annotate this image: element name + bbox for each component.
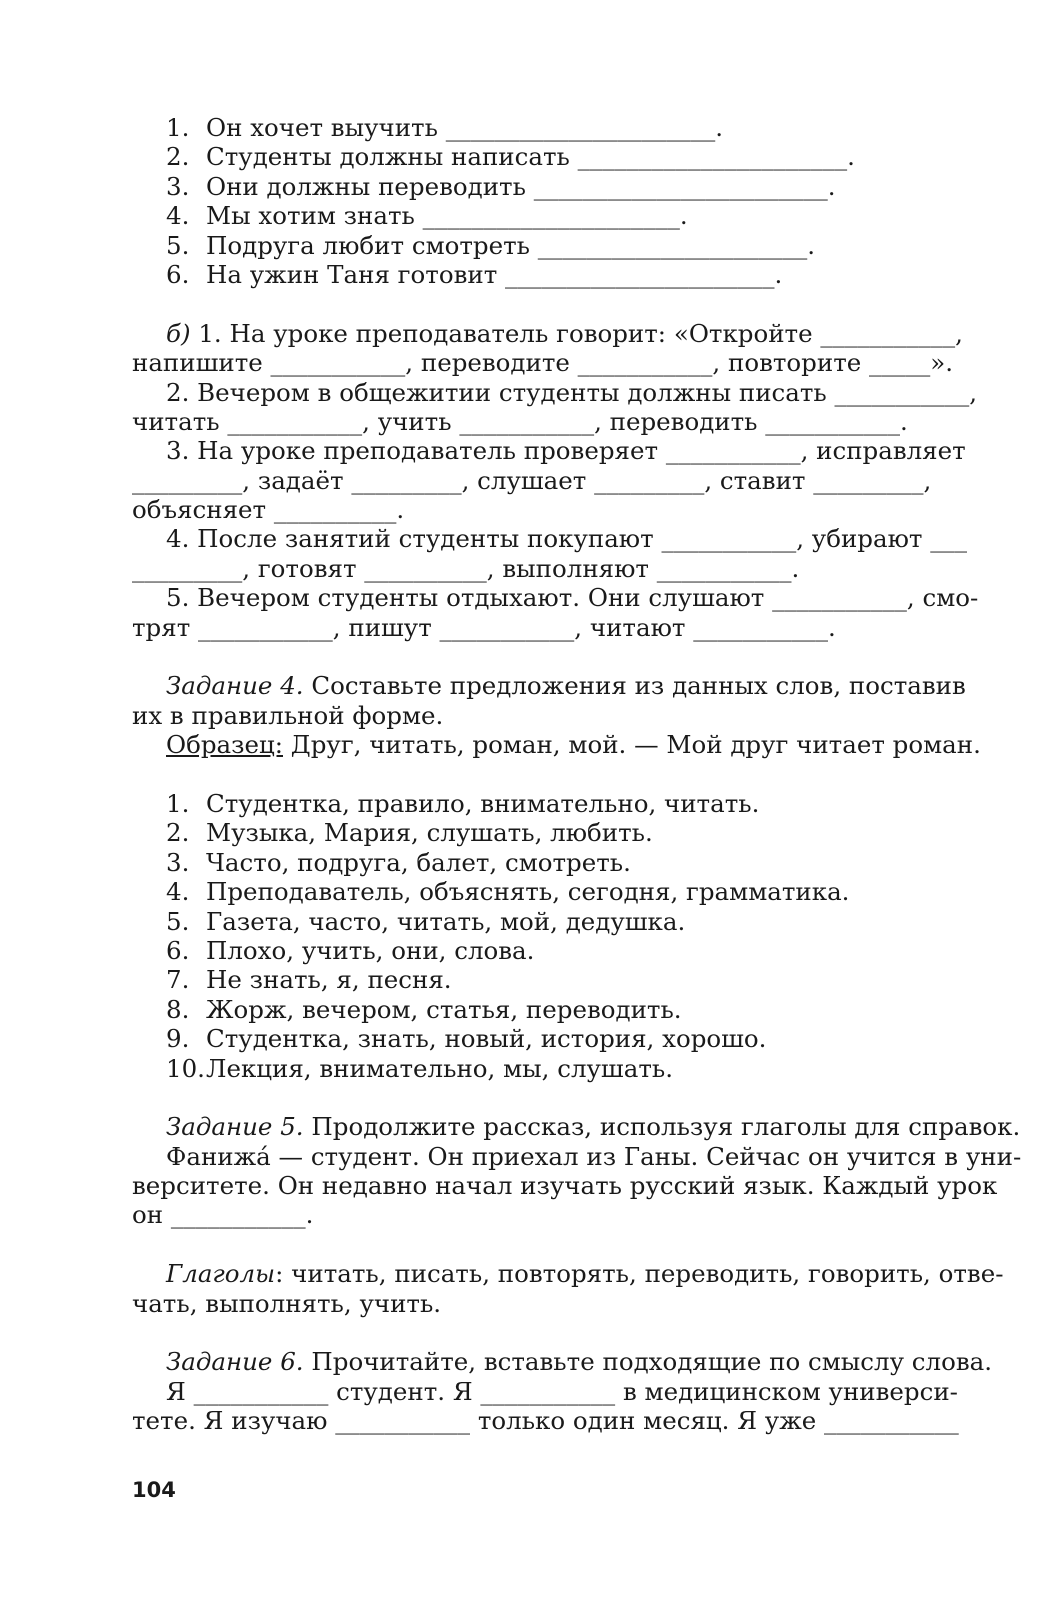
item-number: 5. — [166, 230, 190, 260]
item-number: 1. — [166, 788, 190, 818]
page-body — [132, 113, 1022, 1436]
sample-line — [132, 730, 981, 760]
paragraph-line: Фанижа́ — студент. Он приехал из Ганы. Сейчас он учится в уни- — [166, 1141, 1022, 1171]
item-number: 6. — [166, 259, 190, 289]
exercise-text: 1. На уроке преподаватель говорит: «Откройте ___________, — [198, 318, 963, 348]
task-instruction: Составьте предложения из данных слов, поставив — [311, 671, 966, 701]
list-item — [132, 1024, 914, 1053]
list-item — [132, 231, 914, 260]
list-item — [132, 818, 914, 847]
exercise-line: _________, задаёт _________, слушает _________, ставит _________, — [132, 465, 932, 495]
item-text: Преподаватель, объяснять, сегодня, грамматика. — [206, 877, 850, 907]
list-item — [132, 936, 914, 965]
sample-text: Друг, читать, роман, мой. — Мой друг читает роман. — [290, 730, 981, 760]
item-number: 5. — [166, 906, 190, 936]
item-number: 3. — [166, 171, 190, 201]
item-number: 8. — [166, 994, 190, 1024]
item-text: Музыка, Мария, слушать, любить. — [206, 818, 653, 848]
item-text: На ужин Таня готовит ______________________. — [206, 259, 783, 289]
exercise-line: 3. На уроке преподаватель проверяет ___________, исправляет — [166, 436, 966, 466]
task-instruction: Прочитайте, вставьте подходящие по смыслу слова. — [311, 1347, 993, 1377]
item-number: 2. — [166, 142, 190, 172]
list-item — [132, 995, 914, 1024]
task-heading — [132, 1112, 1021, 1142]
verbs-line: чать, выполнять, учить. — [132, 1288, 442, 1318]
task-instruction-cont: их в правильной форме. — [132, 700, 444, 730]
exercise-line: напишите ___________, переводите ___________, повторите _____». — [132, 348, 954, 378]
item-number: 2. — [166, 818, 190, 848]
item-text: Газета, часто, читать, мой, дедушка. — [206, 906, 686, 936]
item-text: Студентка, правило, внимательно, читать. — [206, 788, 760, 818]
paragraph-line: Я ___________ студент. Я ___________ в медицинском универси- — [166, 1376, 958, 1406]
item-text: Студентка, знать, новый, история, хорошо. — [206, 1024, 767, 1054]
item-text: Лекция, внимательно, мы, слушать. — [206, 1053, 673, 1083]
task-label: Задание 6. — [166, 1347, 304, 1377]
item-text: Они должны переводить ________________________. — [206, 171, 836, 201]
item-text: Плохо, учить, они, слова. — [206, 935, 535, 965]
list-item — [132, 201, 914, 230]
spacer — [132, 642, 914, 671]
verbs-text: : читать, писать, повторять, переводить, говорить, отве- — [275, 1259, 1004, 1289]
paragraph-line: верситете. Он недавно начал изучать русский язык. Каждый урок — [132, 1171, 998, 1201]
list-item — [132, 877, 914, 906]
verbs-line — [132, 1259, 1004, 1289]
task-heading — [132, 1347, 993, 1377]
list-item — [132, 965, 914, 994]
task-label: Задание 5. — [166, 1112, 304, 1142]
paragraph-line: он ___________. — [132, 1200, 314, 1230]
spacer — [132, 760, 914, 789]
sample-label: Образец: — [166, 730, 283, 760]
item-number: 4. — [166, 877, 190, 907]
paragraph-line: тете. Я изучаю ___________ только один месяц. Я уже ___________ — [132, 1406, 959, 1436]
verbs-label: Глаголы — [166, 1259, 276, 1289]
list-item — [132, 907, 914, 936]
item-number: 6. — [166, 935, 190, 965]
task-instruction: Продолжите рассказ, используя глаголы для справок. — [311, 1112, 1021, 1142]
exercise-line: трят ___________, пишут ___________, читают ___________. — [132, 612, 836, 642]
spacer — [132, 289, 914, 318]
list-item — [132, 260, 914, 289]
item-text: Часто, подруга, балет, смотреть. — [206, 847, 631, 877]
item-number: 3. — [166, 847, 190, 877]
list-item — [132, 848, 914, 877]
list-item — [132, 789, 914, 818]
spacer — [132, 1318, 914, 1347]
list-item — [132, 172, 914, 201]
item-number: 10. — [166, 1053, 205, 1083]
spacer — [132, 1083, 914, 1112]
item-number: 1. — [166, 113, 190, 142]
item-text: Он хочет выучить ______________________. — [206, 113, 724, 142]
exercise-line: 2. Вечером в общежитии студенты должны писать ___________, — [166, 377, 978, 407]
exercise-line: 5. Вечером студенты отдыхают. Они слушают ___________, смо- — [166, 583, 979, 613]
item-text: Жорж, вечером, статья, переводить. — [206, 994, 682, 1024]
exercise-line: читать ___________, учить ___________, переводить ___________. — [132, 406, 908, 436]
list-item — [132, 113, 914, 142]
list-item — [132, 1054, 914, 1083]
exercise-line: 4. После занятий студенты покупают ___________, убирают ___ — [166, 524, 967, 554]
task-heading — [132, 671, 966, 701]
exercise-line: _________, готовят __________, выполняют ___________. — [132, 553, 800, 583]
item-number: 7. — [166, 965, 190, 995]
part-label: б) — [166, 318, 191, 348]
item-number: 4. — [166, 201, 190, 231]
item-text: Студенты должны написать ______________________. — [206, 142, 855, 172]
item-text: Подруга любит смотреть ______________________. — [206, 230, 816, 260]
spacer — [132, 1230, 914, 1259]
page-number: 104 — [132, 1478, 176, 1502]
item-text: Мы хотим знать _____________________. — [206, 201, 688, 231]
item-text: Не знать, я, песня. — [206, 965, 452, 995]
task-label: Задание 4. — [166, 671, 304, 701]
list-item — [132, 142, 914, 171]
item-number: 9. — [166, 1024, 190, 1054]
exercise-line — [132, 318, 963, 348]
exercise-line: объясняет __________. — [132, 495, 405, 525]
